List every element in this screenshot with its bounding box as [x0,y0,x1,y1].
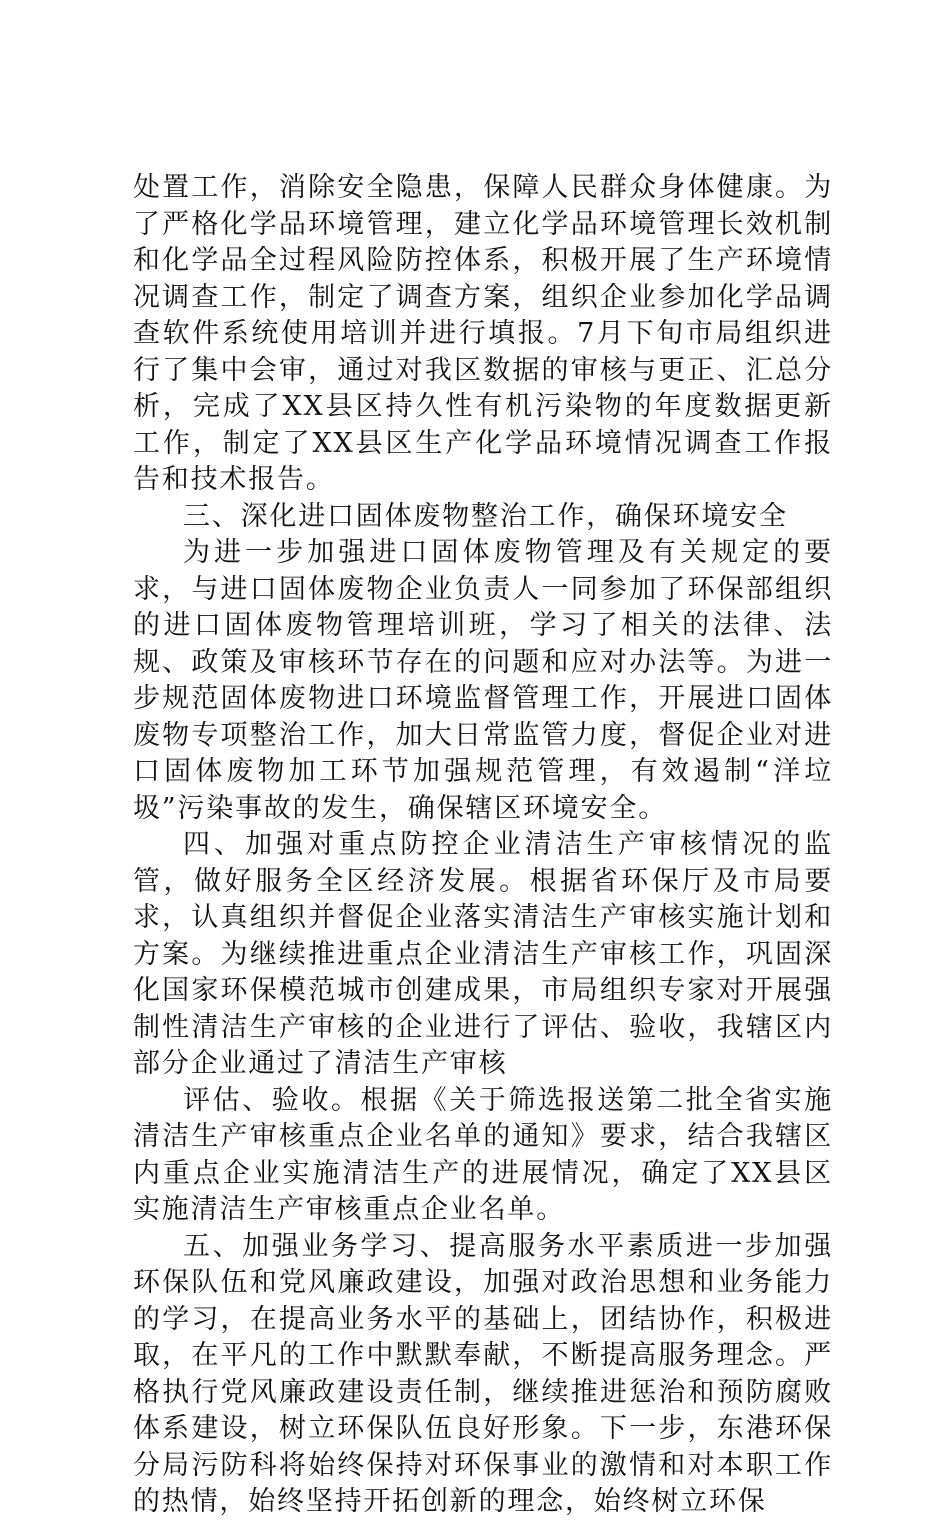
paragraph-section-five: 五、加强业务学习、提高服务水平素质进一步加强环保队伍和党风廉政建设，加强对政治思想和业务能力的学习，在提高业务水平的基础上，团结协作，积极进取，在平凡的工作中默默奉献，不断提高服务理念。严格执行党风廉政建设责任制，继续推进惩治和预防腐败体系建设，树立环保队伍良好形象。下一步，东港环保分局污防科将始终保持对环保事业的激情和对本职工作的热情，始终坚持开拓创新的理念，始终树立环保 [133,1230,833,1517]
document-body [133,170,833,1521]
paragraph-solid-waste: 为进一步加强进口固体废物管理及有关规定的要求，与进口固体废物企业负责人一同参加了环保部组织的进口固体废物管理培训班，学习了相关的法律、法规、政策及审核环节存在的问题和应对办法等。为进一步规范固体废物进口环境监督管理工作，开展进口固体废物专项整治工作，加大日常监管力度，督促企业对进口固体废物加工环节加强规范管理，有效遏制“洋垃圾”污染事故的发生，确保辖区环境安全。 [133,537,833,824]
paragraph-evaluation: 评估、验收。根据《关于筛选报送第二批全省实施清洁生产审核重点企业名单的通知》要求，结合我辖区内重点企业实施清洁生产的进展情况，确定了XX县区实施清洁生产审核重点企业名单。 [133,1084,833,1225]
paragraph-section-four: 四、加强对重点防控企业清洁生产审核情况的监管，做好服务全区经济发展。根据省环保厅及市局要求，认真组织并督促企业落实清洁生产审核实施计划和方案。为继续推进重点企业清洁生产审核工作，巩固深化国家环保模范城市创建成果，市局组织专家对开展强制性清洁生产审核的企业进行了评估、验收，我辖区内部分企业通过了清洁生产审核 [133,829,833,1079]
section-heading-three: 三、深化进口固体废物整治工作，确保环境安全 [183,500,788,532]
paragraph-intro: 处置工作，消除安全隐患，保障人民群众身体健康。为了严格化学品环境管理，建立化学品环境管理长效机制和化学品全过程风险防控体系，积极开展了生产环境情况调查工作，制定了调查方案，组织企业参加化学品调查软件系统使用培训并进行填报。7月下旬市局组织进行了集中会审，通过对我区数据的审核与更正、汇总分析，完成了XX县区持久性有机污染物的年度数据更新工作，制定了XX县区生产化学品环境情况调查工作报告和技术报告。 [133,172,833,495]
